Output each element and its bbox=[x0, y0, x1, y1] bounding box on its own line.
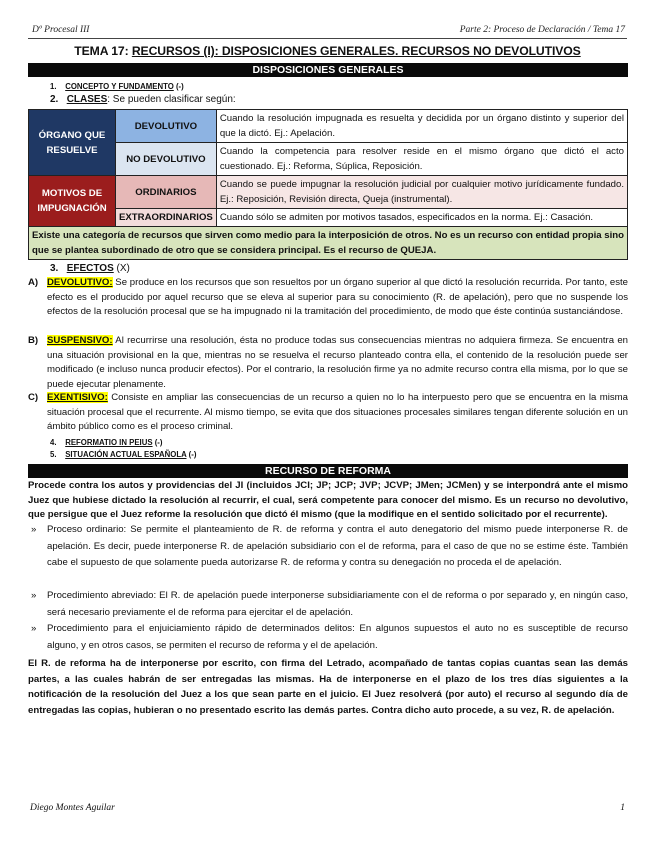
list-item-situacion bbox=[50, 450, 196, 459]
item-number: 4. bbox=[50, 438, 57, 447]
table-cell-devolutivo-desc: Cuando la resolución impugnada es resuelta y decidida por un órgano distinto y superior del que la dictó. Ej.: Apelación. bbox=[216, 110, 627, 143]
effect-text: Se produce en los recursos que son resueltos por un órgano superior al que dictó la resolución recurrida. Por tanto, este efecto es el producido por aquel recurso que se eleva al superior para su conocimiento (R. de apelación), pero que no suspende los efectos de la resolución procesal que se ha impugnado ni la tramitación del procedimiento, de modo que éste continúa sustanciándose. bbox=[47, 277, 628, 318]
bullet-mark: » bbox=[31, 623, 37, 634]
table-cell-no-devolutivo-desc: Cuando la competencia para resolver reside en el mismo órgano que dictó el acto cuestionado. Ej.: Reforma, Súplica, Reposición. bbox=[216, 143, 627, 176]
effect-a bbox=[28, 276, 628, 320]
item-suffix: (-) bbox=[152, 438, 163, 447]
reforma-closing: El R. de reforma ha de interponerse por escrito, con firma del Letrado, acompañado de tantas copias cuantas sean las demás partes, a las cuales habrán de ser entregadas las mismas. Ha de interponerse en el plazo de los tres días siguientes a la notificación de la resolución del Juez a los que sean parte en el juicio. El Juez resolverá (por auto) el recurso al segundo día de entregadas las copias, hubieran o no presentado escrito las demás partes. Contra dicho auto procede, a su vez, R. de apelación. bbox=[28, 658, 628, 716]
table-cell-no-devolutivo: NO DEVOLUTIVO bbox=[116, 143, 217, 176]
effect-letter: C) bbox=[28, 392, 39, 403]
item-label: CLASES bbox=[66, 94, 108, 105]
effect-text: Al recurrirse una resolución, ésta no produce todas sus consecuencias mientras no adquiera firmeza. Se encuentra en una situación provisional en la que, mientras no se resuelva el recurso planteado contra ella, el contenido de la resolución puede ser modificado (e incluso nunca producir efectos). Por el contrario, la resolución firme ya no admite recurso contra ella misma, por lo que se puede ejecutar plenamente. bbox=[47, 335, 628, 390]
classification-table bbox=[28, 109, 628, 260]
item-label: CONCEPTO Y FUNDAMENTO bbox=[65, 82, 174, 91]
table-cell-motivos: MOTIVOS DE IMPUGNACIÓN bbox=[29, 176, 116, 227]
effect-key: DEVOLUTIVO: bbox=[47, 277, 113, 288]
effect-text: Consiste en ampliar las consecuencias de un recurso a quien no lo ha interpuesto pero que se encuentra en la misma situación procesal que el recurrente. Al mismo tiempo, se evita que dos situaciones procesales similares tengan diferente solución en un ámbito público como es el proceso criminal. bbox=[47, 392, 628, 433]
section-heading-disposiciones: DISPOSICIONES GENERALES bbox=[28, 63, 628, 77]
effect-letter: A) bbox=[28, 277, 39, 288]
title-prefix: TEMA 17: bbox=[74, 44, 132, 58]
effect-letter: B) bbox=[28, 335, 39, 346]
list-item-clases bbox=[50, 94, 236, 105]
item-suffix: (-) bbox=[186, 450, 197, 459]
table-cell-ordinarios: ORDINARIOS bbox=[116, 176, 217, 209]
item-suffix: (-) bbox=[173, 82, 184, 91]
title-underlined: RECURSOS (I): DISPOSICIONES GENERALES. RECURSOS NO DEVOLUTIVOS bbox=[131, 44, 581, 58]
bullet-text: Proceso ordinario: Se permite el planteamiento de R. de reforma y contra el auto denegatorio del mismo puede interponerse R. de apelación. Es decir, puede interponerse R. de apelación subsidiario con el de reforma, para el caso de que no se estime éste. También cabe el supuesto de que solamente pueda autorizarse R. de reforma y contra su denegación no proceda el de apelación. bbox=[47, 524, 628, 568]
item-label: EFECTOS bbox=[66, 263, 114, 274]
footer-author: Diego Montes Aguilar bbox=[30, 803, 115, 813]
item-number: 5. bbox=[50, 450, 57, 459]
list-item-concepto bbox=[50, 82, 184, 91]
table-cell-note: Existe una categoría de recursos que sirven como medio para la interposición de otros. No es un recurso con entidad propia sino que se plantea subordinado de otro que se considera principal. Es el recurso de QUEJA. bbox=[29, 227, 628, 260]
effect-key: SUSPENSIVO: bbox=[47, 335, 113, 346]
header-left: Dº Procesal III bbox=[32, 25, 90, 35]
effect-b bbox=[28, 334, 628, 392]
bullet-enjuiciamiento-rapido bbox=[28, 621, 628, 654]
header-rule bbox=[28, 38, 627, 39]
header-right: Parte 2: Proceso de Declaración / Tema 17 bbox=[459, 25, 625, 35]
footer-page-number: 1 bbox=[620, 803, 625, 813]
table-cell-ordinarios-desc: Cuando se puede impugnar la resolución judicial por cualquier motivo jurídicamente fundado. Ej.: Reposición, Revisión directa, Queja (instrumental). bbox=[216, 176, 627, 209]
bullet-procedimiento-abreviado bbox=[28, 588, 628, 621]
item-suffix: (X) bbox=[113, 263, 130, 274]
bullet-mark: » bbox=[31, 524, 37, 535]
item-number: 3. bbox=[50, 263, 59, 274]
table-cell-devolutivo: DEVOLUTIVO bbox=[116, 110, 217, 143]
bullet-text: Procedimiento para el enjuiciamiento rápido de determinados delitos: En algunos supuestos el auto no es susceptible de recurso alguno, y en otros casos, se permiten el recurso de reforma y el de apelación. bbox=[47, 623, 628, 651]
item-label: REFORMATIO IN PEIUS bbox=[65, 438, 153, 447]
effect-key: EXENTISIVO: bbox=[47, 392, 108, 403]
item-text: : Se pueden clasificar según: bbox=[107, 94, 236, 105]
bullet-text: Procedimiento abreviado: El R. de apelación puede interponerse subsidiariamente con el de reforma o por separado y, en ningún caso, será necesario previamente el de reforma para ejercitar el de apelación. bbox=[47, 590, 628, 618]
section-heading-reforma: RECURSO DE REFORMA bbox=[28, 464, 628, 478]
item-number: 2. bbox=[50, 94, 59, 105]
item-label: SITUACIÓN ACTUAL ESPAÑOLA bbox=[65, 450, 187, 459]
reforma-intro: Procede contra los autos y providencias del JI (incluidos JCI; JP; JCP; JVP; JCVP; JMen; JCMen) y se interpondrá ante el mismo Juez que hubiese dictado la resolución al recurrir, el cual, será competente para conocer del mismo. Es un recurso no devolutivo, que persigue que el Juez reforme la resolución que dictó él mismo (que la modifique en el sentido solicitado por el recurrente). bbox=[28, 480, 628, 521]
table-cell-organo: ÓRGANO QUE RESUELVE bbox=[29, 110, 116, 176]
bullet-proceso-ordinario bbox=[28, 522, 628, 572]
page-title bbox=[0, 44, 655, 58]
table-cell-extraordinarios-desc: Cuando sólo se admiten por motivos tasados, especificados en la norma. Ej.: Casación. bbox=[216, 209, 627, 227]
item-number: 1. bbox=[50, 82, 57, 91]
table-cell-extraordinarios: EXTRAORDINARIOS bbox=[116, 209, 217, 227]
effect-c bbox=[28, 391, 628, 435]
list-item-efectos bbox=[50, 263, 130, 274]
list-item-reformatio bbox=[50, 438, 163, 447]
bullet-mark: » bbox=[31, 590, 37, 601]
